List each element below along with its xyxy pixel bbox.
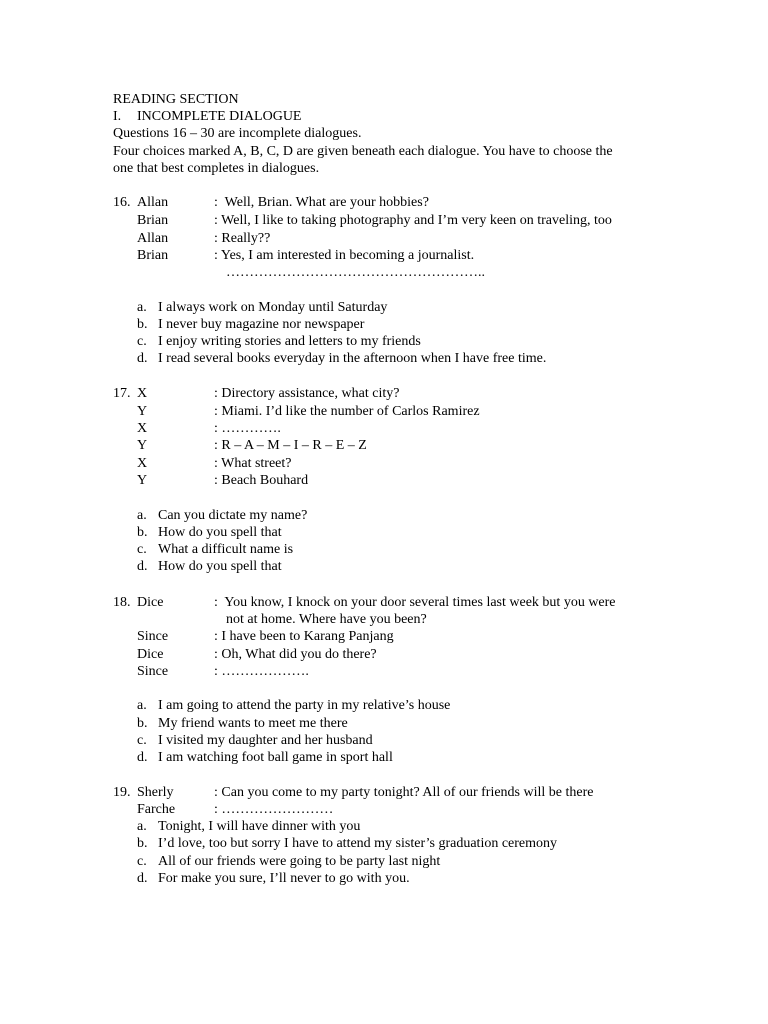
option-text: For make you sure, I’ll never to go with you. xyxy=(158,871,410,886)
speaker-name: Since xyxy=(137,664,169,679)
speaker-name: Brian xyxy=(137,248,169,263)
option-letter: b. xyxy=(137,716,148,731)
dialogue-text: : You know, I knock on your door several times last week but you were xyxy=(214,595,616,610)
option-letter: c. xyxy=(137,542,147,557)
section-heading: READING SECTION xyxy=(113,92,239,107)
option-text: I enjoy writing stories and letters to my friends xyxy=(158,334,421,349)
option-letter: d. xyxy=(137,351,148,366)
speaker-name: X xyxy=(137,386,148,401)
question-number: 18. xyxy=(113,595,131,610)
speaker-name: Since xyxy=(137,629,169,644)
option-text: I always work on Monday until Saturday xyxy=(158,300,388,315)
speaker-name: Brian xyxy=(137,213,169,228)
option-letter: c. xyxy=(137,334,147,349)
option-text: I am watching foot ball game in sport hall xyxy=(158,750,393,765)
speaker-name: Allan xyxy=(137,195,169,210)
speaker-name: Allan xyxy=(137,231,169,246)
question-number: 19. xyxy=(113,785,131,800)
option-letter: b. xyxy=(137,317,148,332)
option-letter: c. xyxy=(137,733,147,748)
option-text: I visited my daughter and her husband xyxy=(158,733,373,748)
dialogue-text: : …………………… xyxy=(214,802,334,817)
option-text: I’d love, too but sorry I have to attend my sister’s graduation ceremony xyxy=(158,836,558,851)
part-title: INCOMPLETE DIALOGUE xyxy=(137,109,302,124)
dialogue-text: : Really?? xyxy=(214,231,271,246)
dialogue-text: : What street? xyxy=(214,456,292,471)
part-number: I. xyxy=(113,109,122,124)
speaker-name: Sherly xyxy=(137,785,174,800)
dialogue-text: : Beach Bouhard xyxy=(214,473,309,488)
speaker-name: Y xyxy=(137,473,148,488)
option-text: I am going to attend the party in my relative’s house xyxy=(158,698,451,713)
option-letter: c. xyxy=(137,854,147,869)
option-letter: d. xyxy=(137,559,148,574)
dialogue-text: : Oh, What did you do there? xyxy=(214,647,377,662)
option-letter: a. xyxy=(137,300,147,315)
option-text: Can you dictate my name? xyxy=(158,508,308,523)
option-text: My friend wants to meet me there xyxy=(158,716,348,731)
instructions-line-3: one that best completes in dialogues. xyxy=(113,161,320,176)
instructions-line-2: Four choices marked A, B, C, D are given beneath each dialogue. You have to choose the xyxy=(113,144,613,159)
option-letter: a. xyxy=(137,698,147,713)
dialogue-text: : Yes, I am interested in becoming a journalist. xyxy=(214,248,475,263)
speaker-name: X xyxy=(137,421,148,436)
dialogue-text: : Well, Brian. What are your hobbies? xyxy=(214,195,429,210)
speaker-name: Y xyxy=(137,438,148,453)
option-letter: a. xyxy=(137,819,147,834)
question-number: 16. xyxy=(113,195,131,210)
option-text: What a difficult name is xyxy=(158,542,294,557)
option-letter: b. xyxy=(137,525,148,540)
option-text: I read several books everyday in the afternoon when I have free time. xyxy=(158,351,547,366)
dialogue-text: not at home. Where have you been? xyxy=(226,612,427,627)
dialogue-text: : Miami. I’d like the number of Carlos Ramirez xyxy=(214,404,480,419)
dialogue-text: : ………………. xyxy=(214,664,309,679)
instructions-line-1: Questions 16 – 30 are incomplete dialogues. xyxy=(113,126,362,141)
option-text: I never buy magazine nor newspaper xyxy=(158,317,365,332)
speaker-name: Dice xyxy=(137,647,164,662)
dialogue-text: : R – A – M – I – R – E – Z xyxy=(214,438,367,453)
dialogue-text: : Directory assistance, what city? xyxy=(214,386,400,401)
dialogue-text: : Well, I like to taking photography and I’m very keen on traveling, too xyxy=(214,213,612,228)
dialogue-text: : I have been to Karang Panjang xyxy=(214,629,394,644)
option-text: All of our friends were going to be party last night xyxy=(158,854,441,869)
answer-blank: ……………………………………………….. xyxy=(226,265,485,280)
speaker-name: Farche xyxy=(137,802,176,817)
option-letter: d. xyxy=(137,871,148,886)
question-number: 17. xyxy=(113,386,131,401)
option-letter: b. xyxy=(137,836,148,851)
dialogue-text: : …………. xyxy=(214,421,281,436)
option-letter: d. xyxy=(137,750,148,765)
option-letter: a. xyxy=(137,508,147,523)
option-text: How do you spell that xyxy=(158,559,282,574)
speaker-name: Y xyxy=(137,404,148,419)
option-text: How do you spell that xyxy=(158,525,282,540)
speaker-name: Dice xyxy=(137,595,164,610)
dialogue-text: : Can you come to my party tonight? All of our friends will be there xyxy=(214,785,594,800)
option-text: Tonight, I will have dinner with you xyxy=(158,819,361,834)
speaker-name: X xyxy=(137,456,148,471)
